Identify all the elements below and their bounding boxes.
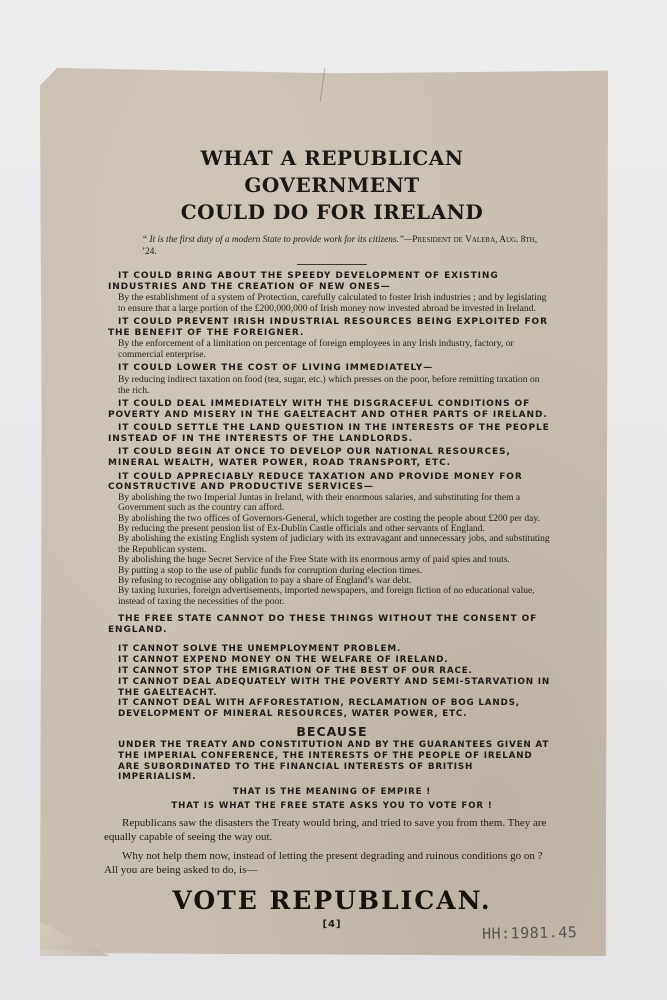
page-number: [4] [322, 919, 342, 931]
measure-item: By abolishing the existing English system of judiciary with its extravagant and unnecessary jobs, and substituting the Republican system. [118, 534, 550, 555]
section-heading: IT COULD APPRECIABLY REDUCE TAXATION AND PROVIDE MONEY FOR CONSTRUCTIVE AND PRODUCTIVE SERVICES— [108, 471, 523, 493]
section-body: By reducing indirect taxation on food (tea, sugar, etc.) which presses on the poor, before remitting taxation on the rich. [118, 373, 540, 396]
measure-item: By putting a stop to the use of public funds for corruption during election times. [118, 565, 423, 576]
section-heading: IT COULD BEGIN AT ONCE TO DEVELOP OUR NATIONAL RESOURCES, MINERAL WEALTH, WATER POWER, ROAD TRANSPORT, ETC. [108, 447, 511, 468]
cannot-item: IT CANNOT DEAL ADEQUATELY WITH THE POVERTY AND SEMI-STARVATION IN THE GAELTEACHT. [118, 676, 551, 698]
closing-paragraph-2: Why not help them now, instead of letting the present degrading and ruinous conditions go on ? All you are being asked to do, is— [104, 850, 543, 876]
measure-item: By abolishing the huge Secret Service of the Free State with its enormous army of paid spies and touts. [118, 555, 510, 566]
title-line-2: COULD DO FOR IRELAND [180, 200, 484, 224]
cannot-item: IT CANNOT EXPEND MONEY ON THE WELFARE OF IRELAND. [118, 655, 449, 666]
meaning-of-empire: THAT IS THE MEANING OF EMPIRE ! [232, 787, 432, 798]
measure-item: By abolishing the two offices of Governors-General, which together are costing the people about £200 per day. [118, 513, 540, 524]
title-line-1: WHAT A REPUBLICAN GOVERNMENT [200, 146, 464, 197]
measure-item: By refusing to recognise any obligation to pay a share of England’s war debt. [118, 575, 412, 586]
section-body: By the enforcement of a limitation on percentage of foreign employees in any Irish industry, factory, or commercial enterprise. [118, 338, 514, 361]
de-valera-quote [142, 234, 546, 258]
divider-rule [297, 264, 367, 265]
vote-republican: VOTE REPUBLICAN. [172, 886, 492, 916]
section-heading: IT COULD BRING ABOUT THE SPEEDY DEVELOPMENT OF EXISTING INDUSTRIES AND THE CREATION OF NEW ONES— [108, 271, 499, 292]
section-body: By the establishment of a system of Protection, carefully calculated to foster Irish industries ; and by legislating to ensure that a large portion of the £200,000,000 of Irish money now invested abroad be invested in Ireland. [118, 292, 547, 315]
section-heading: IT COULD DEAL IMMEDIATELY WITH THE DISGRACEFUL CONDITIONS OF POVERTY AND MISERY IN THE GAELTEACHT AND OTHER PARTS OF IRELAND. [108, 398, 548, 420]
leaflet-text [104, 145, 552, 931]
section-heading: IT COULD SETTLE THE LAND QUESTION IN THE INTERESTS OF THE PEOPLE INSTEAD OF IN THE INTERESTS OF THE LANDLORDS. [108, 423, 550, 444]
cannot-item: IT CANNOT SOLVE THE UNEMPLOYMENT PROBLEM. [118, 644, 402, 655]
quote-attribution: President de Valera, Aug. 8th, ’24. [142, 235, 538, 257]
section-heading: IT COULD PREVENT IRISH INDUSTRIAL RESOURCES BEING EXPLOITED FOR THE BENEFIT OF THE FOREIGNER. [108, 317, 548, 338]
cannot-item: IT CANNOT DEAL WITH AFFORESTATION, RECLAMATION OF BOG LANDS, DEVELOPMENT OF MINERAL RESOURCES, WATER POWER, ETC. [118, 698, 520, 720]
because-text: UNDER THE TREATY AND CONSTITUTION AND BY THE GUARANTEES GIVEN AT THE IMPERIAL CONFERENCE, THE INTERESTS OF THE PEOPLE OF IRELAND ARE SUBORDINATED TO THE FINANCIAL INTERESTS OF BRITISH IMPERIALISM. [118, 739, 550, 783]
because-heading: BECAUSE [296, 723, 368, 739]
quote-text: “ It is the first duty of a modern State to provide work for its citizens.”— [142, 235, 413, 245]
section-heading: IT COULD LOWER THE COST OF LIVING IMMEDIATELY— [118, 363, 434, 374]
free-state-asks: THAT IS WHAT THE FREE STATE ASKS YOU TO VOTE FOR ! [171, 801, 493, 812]
closing-paragraph-1: Republicans saw the disasters the Treaty would bring, and tried to save you from them. They are equally capable of seeing the way out. [104, 817, 547, 843]
cannot-item: IT CANNOT STOP THE EMIGRATION OF THE BEST OF OUR RACE. [118, 665, 473, 676]
measure-item: By taxing luxuries, foreign advertisements, imported newspapers, and foreign fiction of no educational value, instead of taxing the necessities of the poor. [118, 586, 535, 607]
measure-item: By abolishing the two Imperial Juntas in Ireland, with their enormous salaries, and substituting for them a Government such as the country can afford. [118, 492, 521, 514]
measure-item: By reducing the present pension list of Ex-Dublin Castle officials and other servants of England. [118, 523, 485, 534]
accession-number: HH:1981.45 [481, 923, 578, 943]
free-state-heading: THE FREE STATE CANNOT DO THESE THINGS WITHOUT THE CONSENT OF ENGLAND. [108, 614, 538, 635]
